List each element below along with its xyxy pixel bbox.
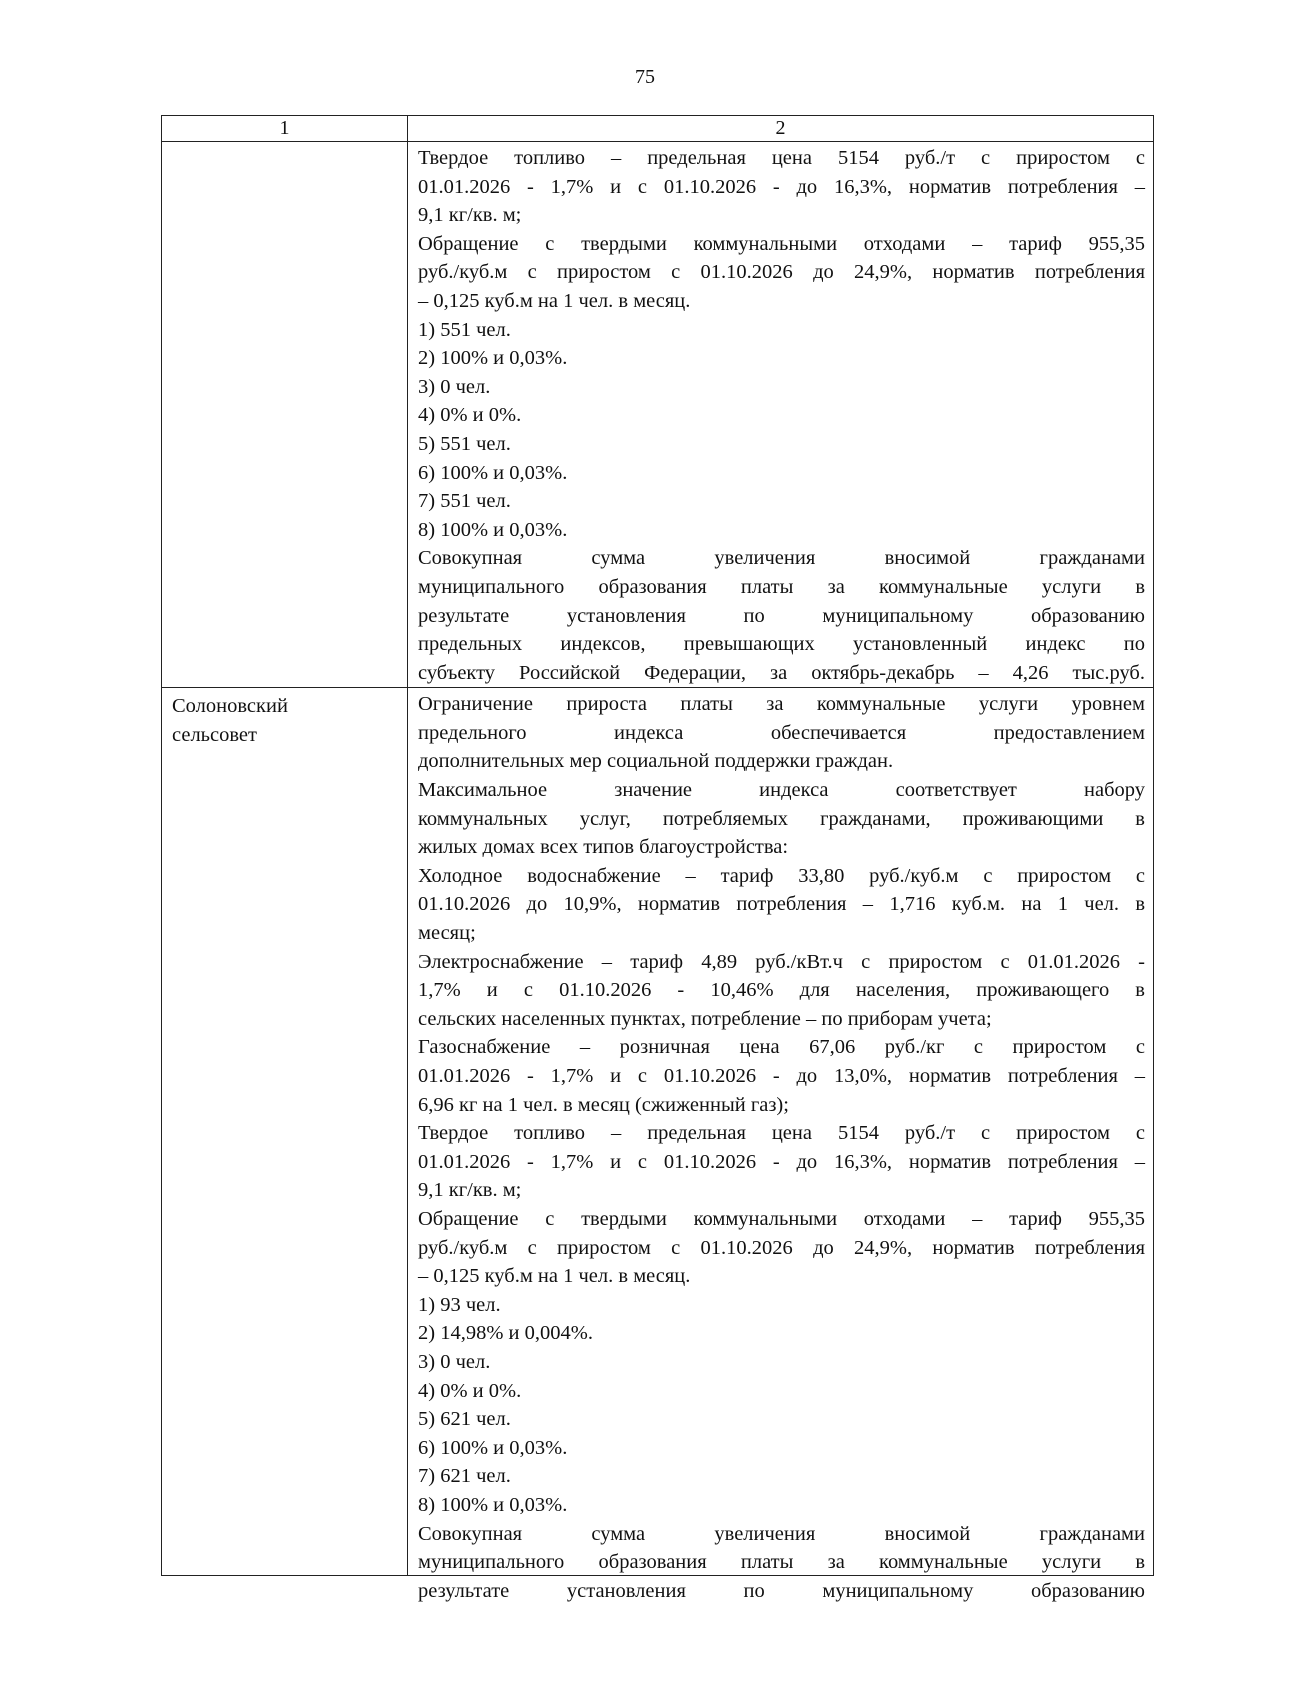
text-line: Обращение с твердыми коммунальными отходами – тариф 955,35 [418, 1207, 1145, 1230]
text-line: 5) 551 чел. [418, 432, 511, 455]
text-line: Твердое топливо – предельная цена 5154 руб./т с приростом с [418, 147, 1145, 169]
text-line: Электроснабжение – тариф 4,89 руб./кВт.ч с приростом с 01.01.2026 - [418, 950, 1145, 973]
text-line: дополнительных мер социальной поддержки граждан. [418, 750, 894, 773]
text-line: сельских населенных пунктах, потребление – по приборам учета; [418, 1007, 992, 1030]
text-line: Газоснабжение – розничная цена 67,06 руб./кг с приростом с [418, 1036, 1145, 1059]
text-line: Обращение с твердыми коммунальными отходами – тариф 955,35 [418, 232, 1145, 255]
description-clip [418, 690, 1145, 1602]
text-line: 5) 621 чел. [418, 1408, 511, 1431]
text-line: 6) 100% и 0,03%. [418, 461, 568, 484]
text-line: Совокупная сумма увеличения вносимой гражданами [418, 1522, 1145, 1545]
text-line: 3) 0 чел. [418, 1350, 491, 1373]
table-row [162, 688, 1154, 1576]
text-line: 1,7% и с 01.10.2026 - 10,46% для населения, проживающего в [418, 979, 1145, 1002]
municipality-cell [162, 142, 408, 688]
description-lines [418, 690, 1145, 1605]
text-line: 3) 0 чел. [418, 375, 491, 398]
text-line: 2) 100% и 0,03%. [418, 347, 568, 370]
text-line: 1) 93 чел. [418, 1293, 501, 1316]
description-lines [418, 144, 1145, 687]
text-line: 6) 100% и 0,03%. [418, 1436, 568, 1459]
text-line: Холодное водоснабжение – тариф 33,80 руб./куб.м с приростом с [418, 864, 1145, 887]
text-line: 6,96 кг на 1 чел. в месяц (сжиженный газ); [418, 1093, 789, 1116]
text-line: месяц; [418, 922, 476, 945]
description-cell [408, 688, 1154, 1602]
column-header-2: 2 [408, 116, 1154, 142]
data-table [161, 115, 1154, 1602]
text-line: Ограничение прироста платы за коммунальные услуги уровнем [418, 693, 1145, 716]
text-line: предельного индекса обеспечивается предоставлением [418, 721, 1145, 744]
text-line: – 0,125 куб.м на 1 чел. в месяц. [418, 1265, 691, 1288]
text-line: 1) 551 чел. [418, 318, 511, 341]
text-line: 9,1 кг/кв. м; [418, 1179, 522, 1202]
text-line: субъекту Российской Федерации, за октябрь-декабрь – 4,26 тыс.руб. [418, 661, 1145, 684]
text-line: – 0,125 куб.м на 1 чел. в месяц. [418, 289, 691, 312]
text-line: предельных индексов, превышающих установленный индекс по [418, 633, 1145, 656]
text-line: 8) 100% и 0,03%. [418, 518, 568, 541]
text-line: 7) 551 чел. [418, 490, 511, 513]
text-line: 2) 14,98% и 0,004%. [418, 1322, 593, 1345]
text-line: 9,1 кг/кв. м; [418, 204, 522, 227]
text-line: результате установления по муниципальному образованию [418, 604, 1145, 627]
text-line: Совокупная сумма увеличения вносимой гражданами [418, 547, 1145, 570]
text-line: Твердое топливо – предельная цена 5154 руб./т с приростом с [418, 1122, 1145, 1145]
table-row [162, 142, 1154, 688]
text-line: жилых домах всех типов благоустройства: [418, 836, 789, 859]
text-line: 8) 100% и 0,03%. [418, 1493, 568, 1516]
text-line: 01.10.2026 до 10,9%, норматив потребления – 1,716 куб.м. на 1 чел. в [418, 893, 1145, 916]
text-line: 4) 0% и 0%. [418, 1379, 522, 1402]
text-line: Максимальное значение индекса соответствует набору [418, 779, 1145, 802]
description-cell [408, 142, 1154, 688]
text-line: муниципального образования платы за коммунальные услуги в [418, 575, 1145, 598]
text-line: 7) 621 чел. [418, 1465, 511, 1488]
text-line: коммунальных услуг, потребляемых гражданами, проживающими в [418, 807, 1145, 830]
text-line: результате установления по муниципальному образованию [418, 1579, 1145, 1602]
text-line: 01.01.2026 - 1,7% и с 01.10.2026 - до 16,3%, норматив потребления – [418, 175, 1145, 198]
text-line: 01.01.2026 - 1,7% и с 01.10.2026 - до 13,0%, норматив потребления – [418, 1065, 1145, 1087]
column-header-1: 1 [162, 116, 408, 142]
text-line: руб./куб.м с приростом с 01.10.2026 до 24,9%, норматив потребления [418, 1236, 1145, 1259]
municipality-name: Солоновский сельсовет [172, 695, 288, 746]
text-line: 4) 0% и 0%. [418, 404, 522, 427]
text-line: муниципального образования платы за коммунальные услуги в [418, 1551, 1145, 1574]
page-number: 75 [635, 66, 655, 88]
text-line: руб./куб.м с приростом с 01.10.2026 до 24,9%, норматив потребления [418, 261, 1145, 284]
table-header-row [162, 116, 1154, 142]
municipality-cell [162, 688, 408, 1576]
text-line: 01.01.2026 - 1,7% и с 01.10.2026 - до 16,3%, норматив потребления – [418, 1150, 1145, 1173]
